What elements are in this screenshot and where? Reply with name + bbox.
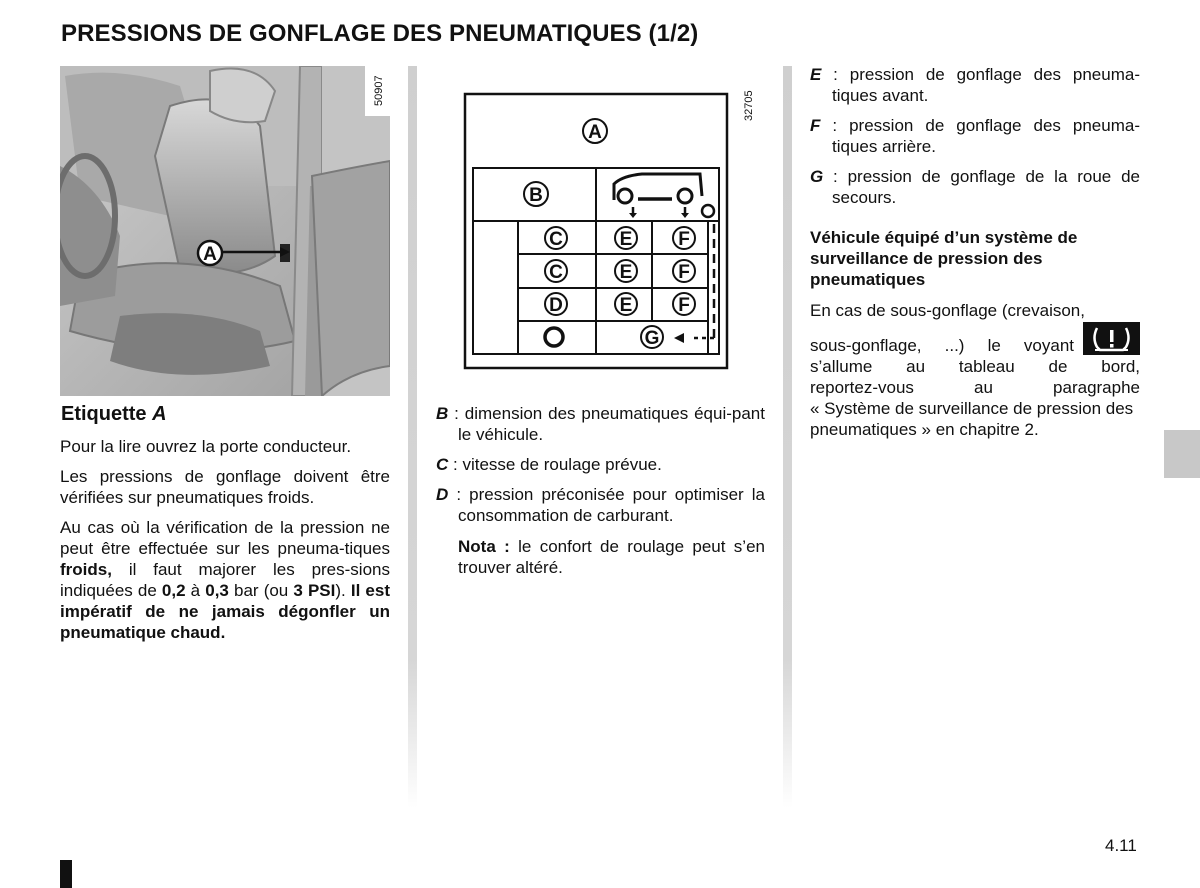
label-heading-text: Etiquette (61, 403, 153, 425)
photo-label-a: A (203, 244, 217, 265)
label-heading (61, 403, 167, 426)
diagram-label-f: F (678, 229, 690, 250)
diagram-label-a: A (588, 122, 602, 143)
diagram-label-c-2: C (549, 262, 563, 283)
p3-bold-psi: 3 PSI (293, 581, 336, 600)
legend-text: : dimension des pneumatiques équi-pant le véhicule. (448, 404, 765, 444)
legend-letter: F (810, 116, 821, 135)
tyre-label-diagram (462, 76, 762, 372)
p3-part: bar (ou (228, 581, 294, 600)
tpms-rest: « Système de surveillance de pression des pneumatiques » en chapitre 2. (810, 399, 1134, 439)
nota (458, 536, 765, 578)
diagram-label-f-2: F (678, 262, 690, 283)
diagram-label-e-3: E (619, 295, 633, 316)
diagram-label-g: G (644, 328, 660, 349)
legend-item-c (436, 454, 765, 475)
diagram-label-b: B (529, 185, 543, 206)
legend-letter: G (810, 167, 824, 186)
tpms-heading: Véhicule équipé d’un système de surveillance de pression des pneumatiques (810, 228, 1078, 289)
page-title: PRESSIONS DE GONFLAGE DES PNEUMATIQUES (1/2) (61, 20, 699, 47)
tpms-line-1: En cas de sous-gonflage (crevaison, (810, 301, 1085, 320)
left-paragraph-1: Pour la lire ouvrez la porte conducteur. (60, 437, 352, 456)
tyre-pressure-warning-icon (1083, 322, 1140, 355)
tpms-line-2: sous-gonflage, ...) le voyant (810, 336, 1074, 355)
diagram-ref-code: 32705 (743, 90, 755, 121)
door-pillar-photo (60, 66, 390, 396)
left-paragraph-2: Les pressions de gonflage doivent être vérifiées sur pneumatiques froids. (60, 467, 390, 507)
diagram-label-e-2: E (619, 262, 633, 283)
tpms-line-3: s’allume au tableau de bord, (810, 357, 1140, 376)
p3-part: Au cas où la vérification de la pression ne peut être effectuée sur les pneuma-tiques (60, 518, 390, 558)
label-heading-letter: A (152, 403, 167, 425)
column-separator-left (408, 66, 417, 808)
legend-text: : vitesse de roulage prévue. (448, 455, 662, 474)
p3-part: ). (335, 581, 351, 600)
diagram-label-e: E (619, 229, 633, 250)
p3-bold-value: 0,2 (161, 581, 186, 600)
nota-text: le confort de roulage peut s’en trouver altéré. (458, 537, 765, 577)
p3-bold-warning: Il est impératif de ne jamais dégonfler un pneumatique chaud. (60, 581, 390, 642)
legend-letter: C (436, 455, 449, 474)
nota-label: Nota : (458, 537, 510, 556)
left-paragraph-3 (60, 517, 390, 643)
legend-text: : pression de gonflage des pneuma-tiques avant. (821, 65, 1140, 105)
legend-letter: D (436, 485, 449, 504)
p3-part: à (185, 581, 206, 600)
diagram-label-d: D (549, 295, 563, 316)
diagram-label-f-3: F (678, 295, 690, 316)
legend-item-e (810, 64, 1140, 106)
legend-text: : pression préconisée pour optimiser la consommation de carburant. (448, 485, 765, 525)
legend-item-d (436, 484, 765, 526)
legend-item-f (810, 115, 1140, 157)
column-separator-right (783, 66, 792, 808)
tpms-line-4: reportez-vous au paragraphe (810, 378, 1140, 397)
legend-item-g (810, 166, 1140, 208)
page-number: 4.11 (1105, 836, 1137, 855)
photo-ref-code: 50907 (373, 75, 385, 106)
diagram-label-c: C (549, 229, 563, 250)
p3-bold-value: 0,3 (205, 581, 229, 600)
legend-letter: B (436, 404, 449, 423)
legend-item-b (436, 403, 765, 445)
corner-mark (60, 860, 72, 888)
legend-text: : pression de gonflage des pneuma-tiques arrière. (820, 116, 1140, 156)
p3-part: il faut majorer les pres-sions indiquées de (60, 560, 390, 600)
legend-text: : pression de gonflage de la roue de secours. (823, 167, 1140, 207)
p3-bold-froids: froids, (60, 560, 112, 579)
chapter-tab (1164, 430, 1200, 478)
legend-letter: E (810, 65, 822, 84)
